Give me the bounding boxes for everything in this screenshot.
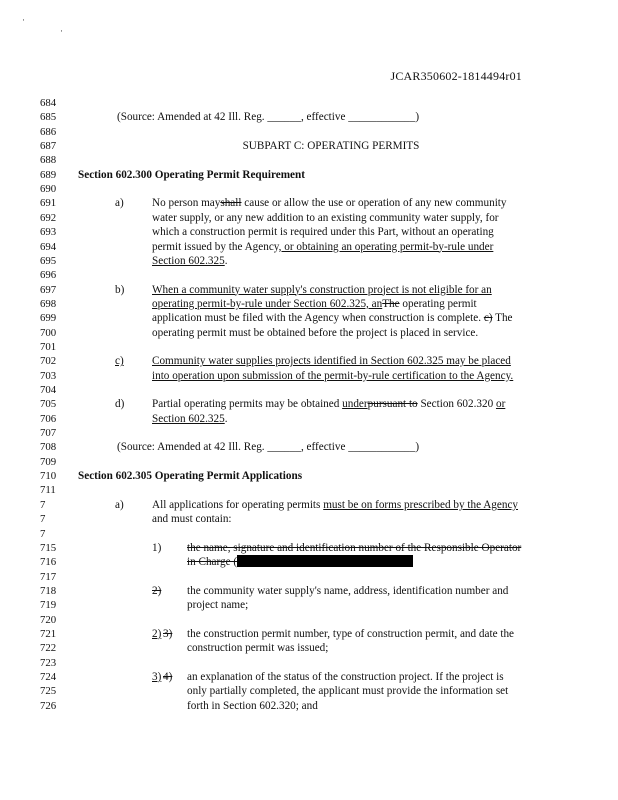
line-number: 698 bbox=[40, 297, 57, 310]
line-number: 7 bbox=[40, 513, 46, 526]
text-run: forth in Section 602.320; and bbox=[187, 699, 318, 712]
inserted-text: When a community water supply's construction project is not eligible for an bbox=[152, 283, 492, 296]
line-text bbox=[187, 684, 508, 698]
line-number: 695 bbox=[40, 254, 57, 267]
line-number: 711 bbox=[40, 484, 56, 497]
text-run: the community water supply's name, address, identification number and bbox=[187, 584, 509, 597]
line-number: 699 bbox=[40, 312, 57, 325]
inserted-text: or bbox=[495, 398, 506, 411]
document-line bbox=[0, 570, 618, 584]
text-run: cause or allow the use or operation of any new community bbox=[241, 197, 507, 210]
item-label: 2) bbox=[152, 584, 162, 597]
line-number: 696 bbox=[40, 269, 57, 282]
document-line bbox=[0, 412, 618, 426]
line-number: 7 bbox=[40, 527, 46, 540]
line-number: 718 bbox=[40, 584, 57, 597]
line-number: 697 bbox=[40, 283, 57, 296]
line-text bbox=[152, 211, 499, 225]
line-number: 702 bbox=[40, 355, 57, 368]
line-text bbox=[152, 225, 494, 239]
line-number: 723 bbox=[40, 656, 57, 669]
line-text bbox=[152, 354, 511, 368]
redaction-bar bbox=[237, 555, 413, 567]
document-line bbox=[0, 483, 618, 497]
text-run: Partial operating permits may be obtained bbox=[152, 398, 343, 411]
line-number: 700 bbox=[40, 326, 57, 339]
line-text bbox=[152, 283, 492, 297]
line-text bbox=[152, 326, 478, 340]
document-line bbox=[0, 498, 618, 512]
line-number: 687 bbox=[40, 140, 57, 153]
line-number: 685 bbox=[40, 111, 57, 124]
document-line bbox=[0, 139, 618, 153]
document-line bbox=[0, 699, 618, 713]
document-line bbox=[0, 684, 618, 698]
scan-specks bbox=[22, 16, 63, 36]
document-line bbox=[0, 656, 618, 670]
document-line bbox=[0, 512, 618, 526]
line-number: 689 bbox=[40, 168, 57, 181]
document-line bbox=[0, 555, 618, 569]
item-label: 1) bbox=[152, 541, 162, 554]
inserted-text: must be on forms prescribed by the Agency bbox=[323, 498, 519, 511]
text-run: the construction permit number, type of construction permit, and date the bbox=[187, 627, 515, 640]
struck-text: in Charge ( bbox=[187, 556, 238, 569]
document-line bbox=[0, 268, 618, 282]
line-text bbox=[152, 498, 518, 512]
document-line bbox=[0, 153, 618, 167]
line-text bbox=[152, 512, 232, 526]
document-line bbox=[0, 541, 618, 555]
inserted-text: operating permit-by-rule under Section 602.325, an bbox=[152, 297, 383, 310]
line-text bbox=[187, 641, 328, 655]
document-line bbox=[0, 426, 618, 440]
line-number: 694 bbox=[40, 240, 57, 253]
text-run: Section 602.300 Operating Permit Requirement bbox=[78, 168, 305, 181]
document-line bbox=[0, 584, 618, 598]
item-label: a) bbox=[115, 197, 124, 210]
text-run: which a construction permit is required under this Part, without an operating bbox=[152, 226, 494, 239]
document-line bbox=[0, 627, 618, 641]
line-number: 7 bbox=[40, 498, 46, 511]
document-line bbox=[0, 641, 618, 655]
struck-text: pursuant to bbox=[367, 398, 418, 411]
text-run: operating permit bbox=[399, 297, 477, 310]
text-run: application must be filed with the Agency when construction is complete. bbox=[152, 312, 484, 325]
document-line bbox=[0, 125, 618, 139]
document-line bbox=[0, 311, 618, 325]
item-label-struck: 3) bbox=[163, 627, 173, 640]
line-number: 717 bbox=[40, 570, 57, 583]
document-line bbox=[0, 613, 618, 627]
struck-text: c) bbox=[483, 312, 493, 325]
line-number: 703 bbox=[40, 369, 57, 382]
document-line bbox=[0, 469, 618, 483]
document-line bbox=[0, 440, 618, 454]
text-run: only partially completed, the applicant must provide the information set bbox=[187, 685, 509, 698]
line-text bbox=[117, 110, 419, 124]
inserted-text: under bbox=[342, 398, 368, 411]
line-text bbox=[152, 311, 513, 325]
inserted-text: into operation upon submission of the permit-by-rule certification to the Agency. bbox=[152, 369, 514, 382]
line-number: 693 bbox=[40, 226, 57, 239]
line-number: 704 bbox=[40, 384, 57, 396]
document-line bbox=[0, 369, 618, 383]
text-run: permit issued by the Agency bbox=[152, 240, 279, 253]
speck: · bbox=[60, 26, 63, 36]
line-text bbox=[152, 196, 507, 210]
item-label-struck: 4) bbox=[163, 671, 173, 683]
line-number: 692 bbox=[40, 211, 57, 224]
document-line bbox=[0, 254, 618, 268]
item-label: c) bbox=[115, 355, 124, 368]
inserted-text: Section 602.325 bbox=[152, 412, 225, 425]
text-run: an explanation of the status of the construction project. If the project is bbox=[187, 671, 504, 683]
item-label: d) bbox=[115, 398, 125, 411]
line-text bbox=[187, 670, 504, 684]
document-line bbox=[0, 182, 618, 196]
struck-text: The bbox=[382, 297, 400, 310]
inserted-text: Section 602.325 bbox=[152, 254, 225, 267]
text-run: Section 602.305 Operating Permit Applications bbox=[78, 470, 303, 483]
line-text bbox=[152, 412, 228, 426]
text-run: . bbox=[224, 412, 228, 425]
text-run: SUBPART C: OPERATING PERMITS bbox=[242, 140, 420, 153]
struck-text: the name, signature and identification number of the Responsible Operator bbox=[187, 541, 522, 554]
document-line bbox=[0, 397, 618, 411]
line-text bbox=[187, 541, 521, 555]
struck-text: shall bbox=[220, 197, 242, 210]
text-run: (Source: Amended at 42 Ill. Reg. ______, effective ____________) bbox=[117, 111, 420, 124]
text-run: All applications for operating permits bbox=[152, 498, 324, 511]
line-text bbox=[187, 584, 508, 598]
document-line bbox=[0, 670, 618, 684]
line-number: 691 bbox=[40, 197, 57, 210]
document-line bbox=[0, 211, 618, 225]
line-number: 725 bbox=[40, 685, 57, 698]
line-number: 707 bbox=[40, 427, 57, 440]
line-text bbox=[152, 369, 513, 383]
text-run: operating permit must be obtained before the project is placed in service. bbox=[152, 326, 479, 339]
text-run: and must contain: bbox=[152, 513, 232, 526]
item-label: b) bbox=[115, 283, 125, 296]
line-number: 722 bbox=[40, 642, 57, 655]
line-number: 721 bbox=[40, 627, 57, 640]
document-line bbox=[0, 598, 618, 612]
line-text bbox=[187, 699, 318, 713]
line-text bbox=[187, 598, 248, 612]
line-number: 701 bbox=[40, 340, 57, 353]
document-line bbox=[0, 225, 618, 239]
line-text bbox=[187, 627, 514, 641]
line-text bbox=[187, 555, 413, 569]
line-number: 705 bbox=[40, 398, 57, 411]
text-run: project name; bbox=[187, 599, 249, 612]
document-line bbox=[0, 527, 618, 541]
text-run: (Source: Amended at 42 Ill. Reg. ______, effective ____________) bbox=[117, 441, 420, 454]
document-line bbox=[0, 455, 618, 469]
document-line bbox=[0, 383, 618, 397]
document-line bbox=[0, 340, 618, 354]
line-number: 715 bbox=[40, 541, 57, 554]
item-label: a) bbox=[115, 498, 124, 511]
line-number: 710 bbox=[40, 470, 57, 483]
line-number: 720 bbox=[40, 613, 57, 626]
text-run: The bbox=[492, 312, 513, 325]
inserted-text: Community water supplies projects identified in Section 602.325 may be placed bbox=[152, 355, 511, 368]
item-label: 3) bbox=[152, 671, 162, 683]
inserted-text: , or obtaining an operating permit-by-rule under bbox=[278, 240, 494, 253]
document-line bbox=[0, 196, 618, 210]
line-number: 686 bbox=[40, 125, 57, 138]
line-number: 719 bbox=[40, 599, 57, 612]
document-line bbox=[0, 297, 618, 311]
line-number: 706 bbox=[40, 412, 57, 425]
line-number: 684 bbox=[40, 97, 57, 109]
line-number: 708 bbox=[40, 441, 57, 454]
line-text bbox=[152, 297, 477, 311]
line-number: 726 bbox=[40, 699, 57, 712]
document-line bbox=[0, 240, 618, 254]
document-line bbox=[0, 354, 618, 368]
text-run: water supply, or any new addition to an existing community water supply, for bbox=[152, 211, 499, 224]
text-run: construction permit was issued; bbox=[187, 642, 329, 655]
line-number: 716 bbox=[40, 556, 57, 569]
line-number: 688 bbox=[40, 154, 57, 167]
line-text bbox=[152, 240, 493, 254]
line-text bbox=[78, 469, 302, 483]
document-line bbox=[0, 96, 618, 110]
document-id: JCAR350602-1814494r01 bbox=[390, 69, 522, 83]
document-line bbox=[0, 326, 618, 340]
line-text bbox=[78, 168, 305, 182]
document-line bbox=[0, 283, 618, 297]
line-number: 690 bbox=[40, 183, 57, 196]
line-number: 724 bbox=[40, 671, 57, 683]
line-text bbox=[152, 397, 505, 411]
line-text bbox=[0, 139, 618, 153]
line-text bbox=[152, 254, 228, 268]
text-run: No person may bbox=[152, 197, 221, 210]
text-run: . bbox=[224, 254, 228, 267]
text-run: Section 602.320 bbox=[417, 398, 496, 411]
line-text bbox=[117, 440, 419, 454]
document-line bbox=[0, 110, 618, 124]
speck: · bbox=[22, 15, 25, 25]
document-line bbox=[0, 168, 618, 182]
line-number: 709 bbox=[40, 455, 57, 468]
item-label: 2) bbox=[152, 627, 162, 640]
